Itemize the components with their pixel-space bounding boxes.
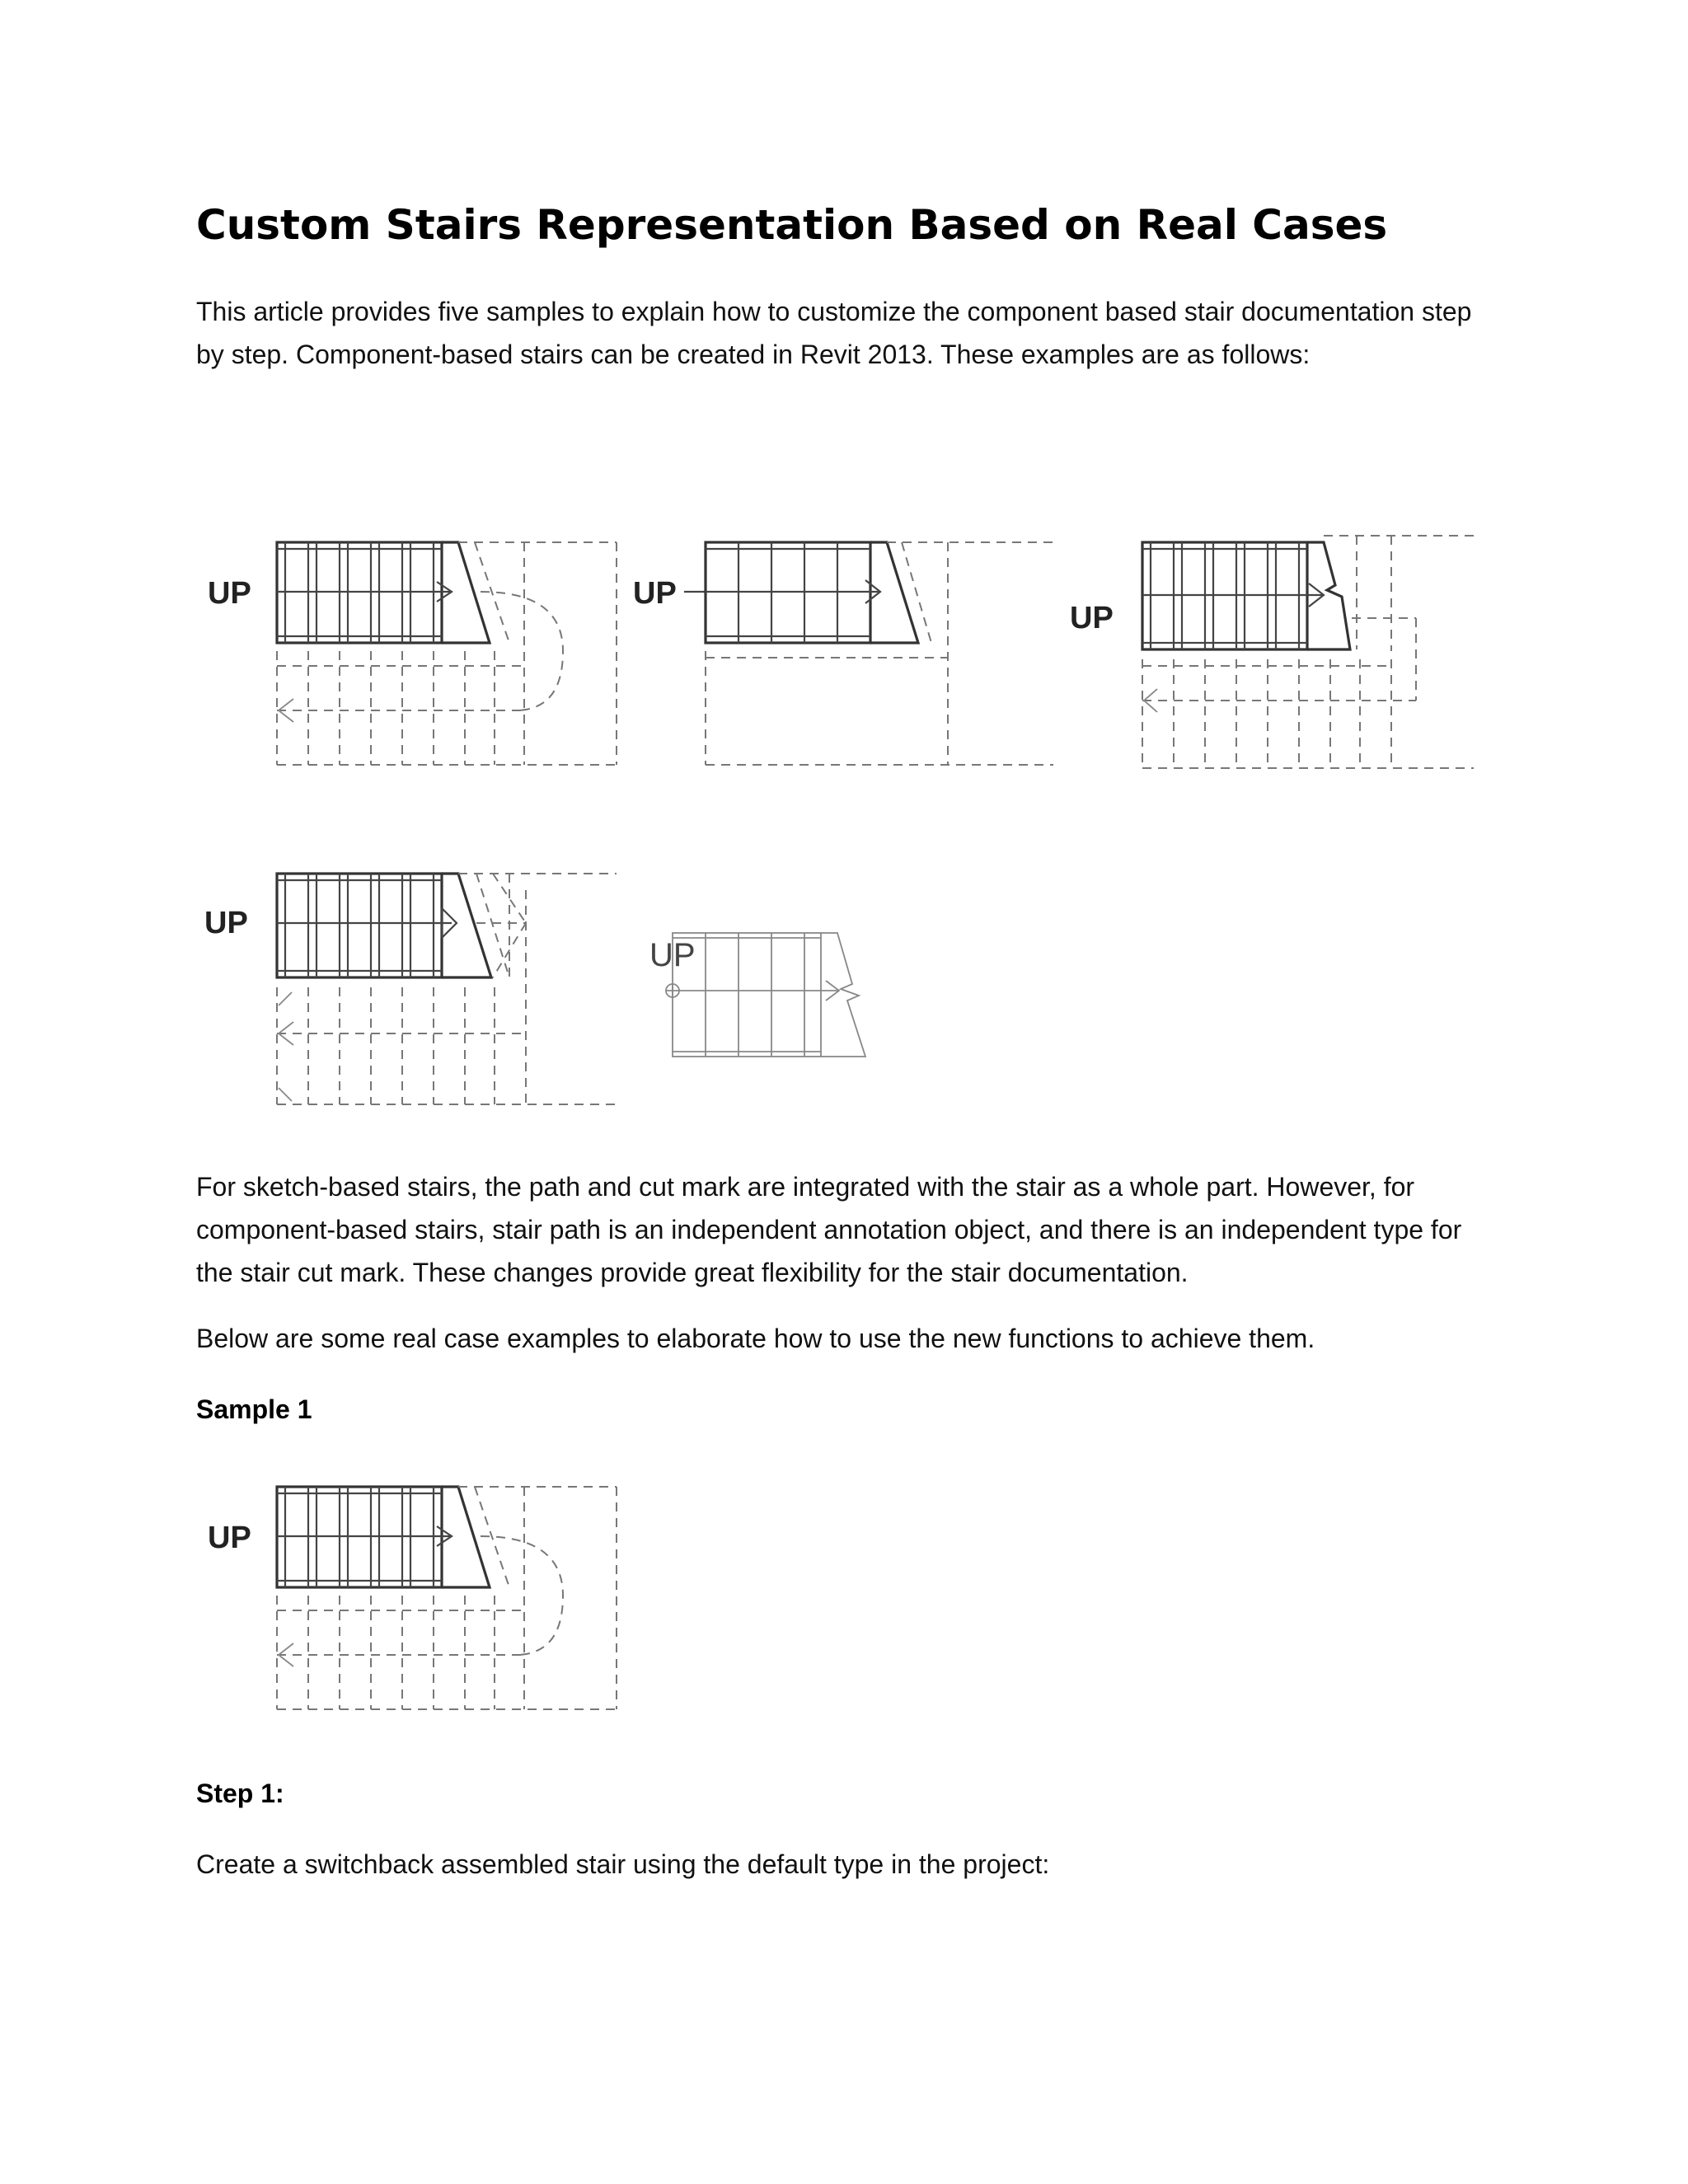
stair-diagram-1	[196, 527, 625, 775]
stair-diagram-2	[633, 527, 1062, 775]
up-label: UP	[649, 937, 696, 973]
body-paragraph-1: For sketch-based stairs, the path and cut mark are integrated with the stair as a whole part. However, for component-based stairs, stair path is an independent annotation object, and there is an independent type for the stair cut mark. These changes provide great flexibility for the stair documentation.	[196, 1172, 1462, 1287]
sample-1-heading: Sample 1	[196, 1394, 312, 1424]
up-label: UP	[208, 576, 251, 611]
up-label: UP	[204, 906, 248, 940]
up-label: UP	[633, 576, 677, 611]
stair-diagram-5	[649, 923, 913, 1071]
stair-diagram-3	[1062, 527, 1490, 775]
step-1-heading: Step 1:	[196, 1779, 284, 1808]
intro-paragraph: This article provides five samples to explain how to customize the component based stair documentation step by step. Component-based stairs can be created in Revit 2013. These examples are as follows:	[196, 297, 1472, 369]
page-title: Custom Stairs Representation Based on Real Cases	[196, 201, 1388, 249]
body-paragraph-2: Below are some real case examples to elaborate how to use the new functions to achieve them.	[196, 1324, 1315, 1353]
step-1-text: Create a switchback assembled stair using the default type in the project:	[196, 1849, 1050, 1879]
up-label: UP	[1070, 601, 1114, 635]
up-label: UP	[208, 1521, 251, 1555]
sample-1-stair-diagram	[196, 1472, 625, 1719]
stair-diagram-4	[196, 857, 625, 1121]
